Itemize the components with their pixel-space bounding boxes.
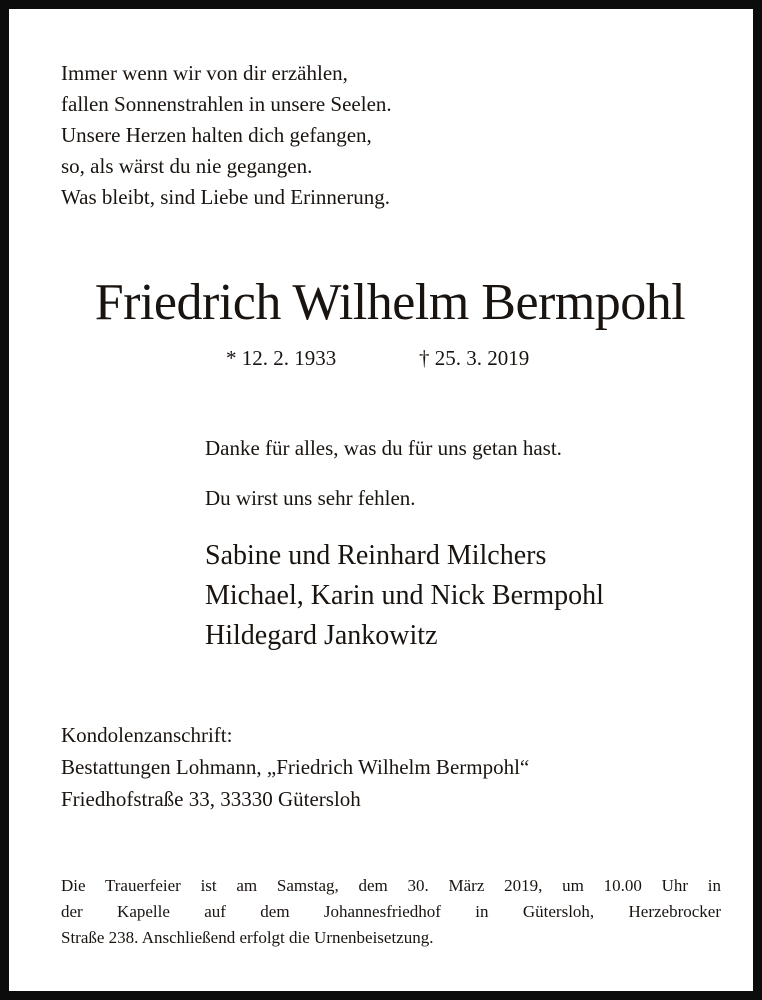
deceased-name: Friedrich Wilhelm Bermpohl bbox=[94, 274, 686, 331]
funeral-notice-line: der Kapelle auf dem Johannesfriedhof in Gütersloh, Herzebrocker bbox=[61, 902, 721, 921]
poem-line: Immer wenn wir von dir erzählen, bbox=[61, 61, 348, 85]
poem-line: Was bleibt, sind Liebe und Erinnerung. bbox=[61, 185, 390, 209]
mourner-name: Hildegard Jankowitz bbox=[205, 620, 438, 651]
poem bbox=[61, 58, 392, 213]
poem-line: Unsere Herzen halten dich gefangen, bbox=[61, 123, 372, 147]
funeral-notice-line: Straße 238. Anschließend erfolgt die Urnenbeisetzung. bbox=[61, 928, 434, 947]
farewell-line: Du wirst uns sehr fehlen. bbox=[205, 486, 416, 510]
funeral-notice bbox=[61, 873, 721, 951]
poem-line: fallen Sonnenstrahlen in unsere Seelen. bbox=[61, 92, 392, 116]
condolence-label: Kondolenzanschrift: bbox=[61, 723, 233, 747]
mourner-name: Sabine und Reinhard Milchers bbox=[205, 540, 547, 571]
death-date: † 25. 3. 2019 bbox=[419, 346, 530, 370]
mourners-list bbox=[205, 536, 604, 656]
birth-date: * 12. 2. 1933 bbox=[226, 346, 337, 370]
funeral-notice-line: Die Trauerfeier ist am Samstag, dem 30. März 2019, um 10.00 Uhr in bbox=[61, 876, 721, 895]
poem-line: so, als wärst du nie gegangen. bbox=[61, 154, 313, 178]
thanks-line: Danke für alles, was du für uns getan hast. bbox=[205, 436, 562, 460]
condolence-address-line: Bestattungen Lohmann, „Friedrich Wilhelm Bermpohl“ bbox=[61, 755, 530, 779]
condolence-address bbox=[61, 719, 529, 815]
condolence-address-line: Friedhofstraße 33, 33330 Gütersloh bbox=[61, 787, 361, 811]
mourner-name: Michael, Karin und Nick Bermpohl bbox=[205, 580, 604, 611]
